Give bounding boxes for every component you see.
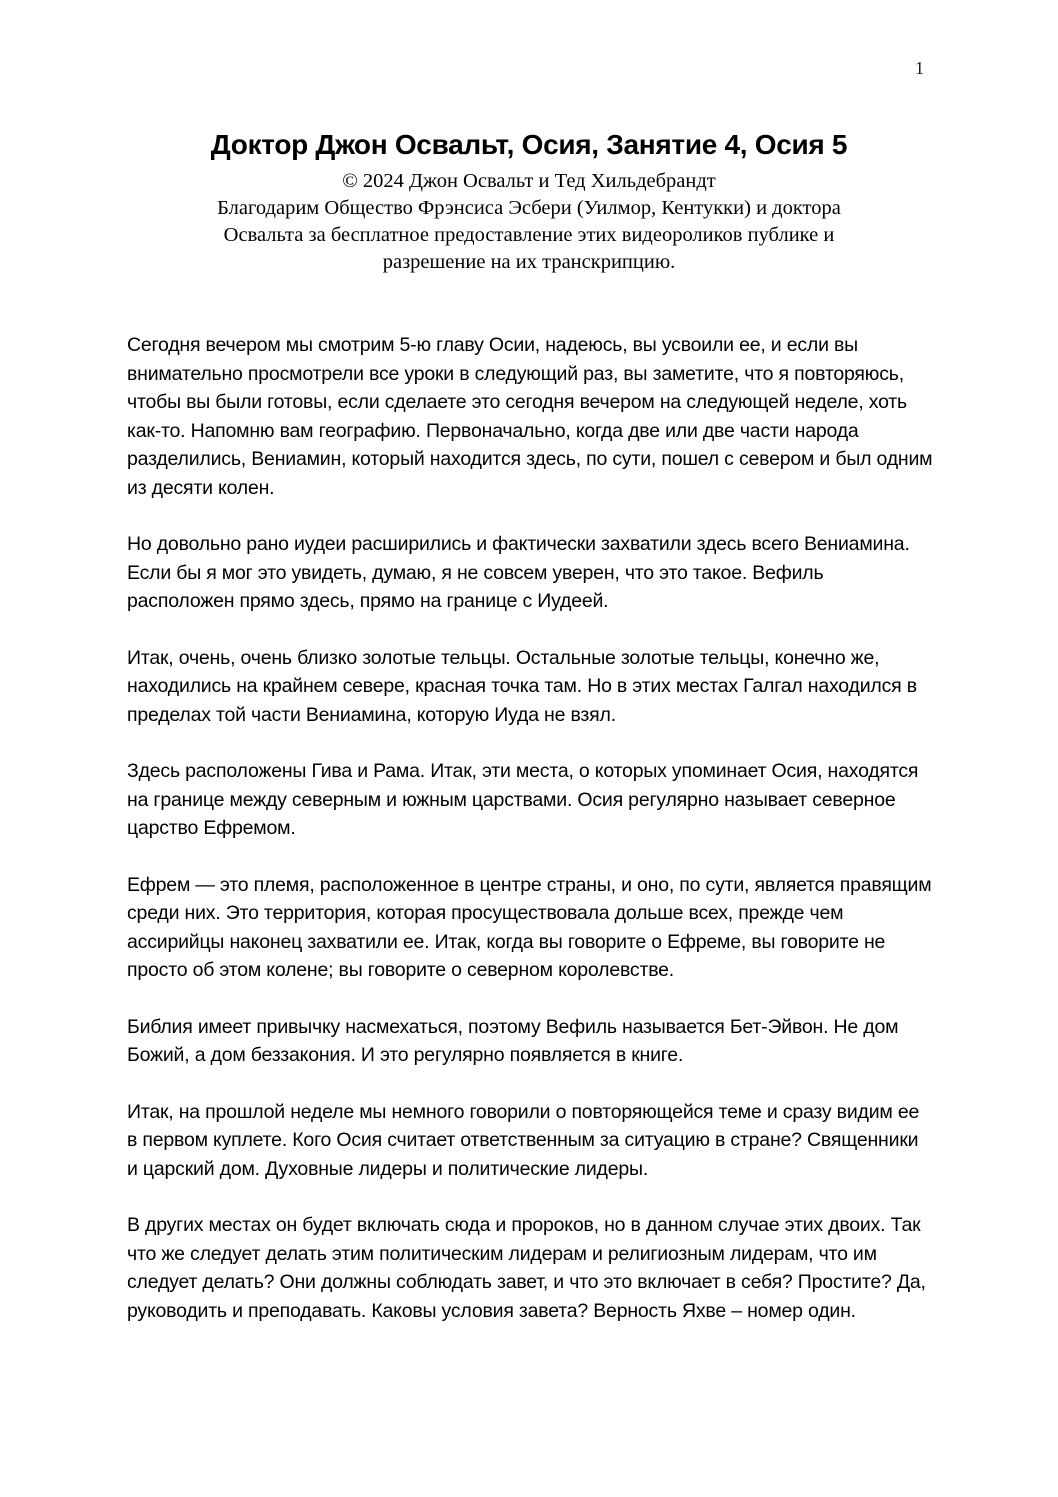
subtitle-line-acknowledgment-1: Благодарим Общество Фрэнсиса Эсбери (Уилмор, Кентукки) и доктора [217, 197, 841, 219]
subtitle-line-copyright: © 2024 Джон Освальт и Тед Хильдебрандт [342, 170, 716, 192]
paragraph-8: В других местах он будет включать сюда и пророков, но в данном случае этих двоих. Так что же следует делать этим политическим лидерам и религиозным лидерам, что им следует делать? Они должны соблюдать завет, и что это включает в себя? Простите? Да, руководить и преподавать. Каковы условия завета? Верность Яхве – номер один. [127, 1214, 926, 1322]
paragraph-6: Библия имеет привычку насмехаться, поэтому Вефиль называется Бет-Эйвон. Не дом Божий, а дом беззакония. И это регулярно появляется в книге. [127, 1015, 899, 1066]
subtitle-line-acknowledgment-2: Освальта за бесплатное предоставление этих видеороликов публике и [223, 224, 835, 246]
paragraph-3: Итак, очень, очень близко золотые тельцы. Остальные золотые тельцы, конечно же, находились на крайнем севере, красная точка там. Но в этих местах Галгал находился в пределах той части Вениамина, которую Иуда не взял. [127, 646, 917, 726]
document-subtitle [127, 168, 931, 276]
page-number: 1 [915, 58, 924, 78]
paragraph-4: Здесь расположены Гива и Рама. Итак, эти места, о которых упоминает Осия, находятся на границе между северным и южным царствами. Осия регулярно называет северное царство Ефремом. [127, 760, 919, 839]
subtitle-line-acknowledgment-3: разрешение на их транскрипцию. [382, 251, 676, 273]
document-title: Доктор Джон Освальт, Осия, Занятие 4, Осия 5 [210, 129, 848, 160]
paragraph-7: Итак, на прошлой неделе мы немного говорили о повторяющейся теме и сразу видим ее в первом куплете. Кого Осия считает ответственным за ситуацию в стране? Священники и царский дом. Духовные лидеры и политические лидеры. [127, 1100, 920, 1180]
document-header [127, 128, 931, 276]
paragraph-1: Сегодня вечером мы смотрим 5-ю главу Осии, надеюсь, вы усвоили ее, и если вы внимательно просмотрели все уроки в следующий раз, вы заметите, что я повторяюсь, чтобы вы были готовы, если сделаете это сегодня вечером на следующей неделе, хоть как-то. Напомню вам географию. Первоначально, когда две или две части народа разделились, Вениамин, который находится здесь, по сути, пошел с севером и был одним из десяти колен. [127, 334, 933, 499]
document-body [127, 331, 933, 1353]
paragraph-5: Ефрем — это племя, расположенное в центре страны, и оно, по сути, является правящим среди них. Это территория, которая просуществовала дольше всех, прежде чем ассирийцы наконец захватили ее. Итак, когда вы говорите о Ефреме, вы говорите не просто об этом колене; вы говорите о северном королевстве. [127, 873, 932, 981]
paragraph-2: Но довольно рано иудеи расширились и фактически захватили здесь всего Вениамина. Если бы я мог это увидеть, думаю, я не совсем уверен, что это такое. Вефиль расположен прямо здесь, прямо на границе с Иудеей. [127, 533, 910, 612]
